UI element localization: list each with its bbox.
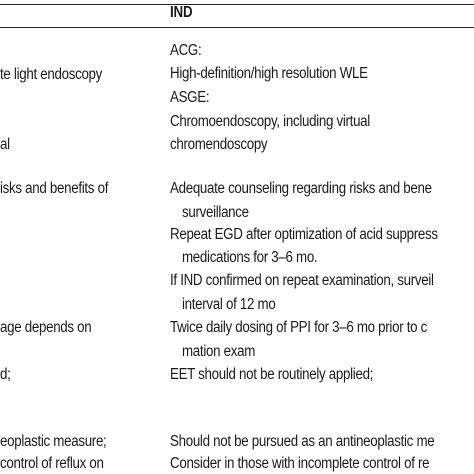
column-header-ind: IND (170, 4, 193, 21)
ind-cell-text: Adequate counseling regarding risks and bene (170, 180, 432, 197)
ind-cell-text: Should not be pursued as an antineoplastic me (170, 433, 435, 450)
left-cell-text: age depends on (0, 319, 92, 336)
ind-cell-text: chromendoscopy (170, 136, 268, 153)
ind-cell-text: medications for 3–6 mo. (182, 249, 318, 266)
ind-cell-text: Consider in those with incomplete control of re (170, 455, 430, 472)
ind-cell-text: Twice daily dosing of PPI for 3–6 mo prior to c (170, 319, 428, 336)
left-cell-text: d; (0, 366, 11, 383)
header-rule (0, 27, 474, 28)
top-rule (0, 4, 474, 5)
left-cell-text: control of reflux on (0, 455, 104, 472)
ind-cell-text: ACG: (170, 42, 202, 59)
left-cell-text: al (0, 136, 10, 153)
ind-cell-text: ASGE: (170, 89, 210, 106)
ind-cell-text: Repeat EGD after optimization of acid suppress (170, 226, 438, 243)
ind-cell-text: If IND confirmed on repeat examination, surveil (170, 272, 434, 289)
left-cell-text: te light endoscopy (0, 66, 103, 83)
ind-cell-text: interval of 12 mo (182, 296, 276, 313)
ind-cell-text: High-definition/high resolution WLE (170, 65, 368, 82)
left-cell-text: eoplastic measure; (0, 433, 107, 450)
ind-cell-text: EET should not be routinely applied; (170, 366, 374, 383)
ind-cell-text: surveillance (182, 204, 249, 221)
left-cell-text: isks and benefits of (0, 180, 109, 197)
ind-cell-text: mation exam (182, 343, 256, 360)
ind-cell-text: Chromoendoscopy, including virtual (170, 113, 370, 130)
